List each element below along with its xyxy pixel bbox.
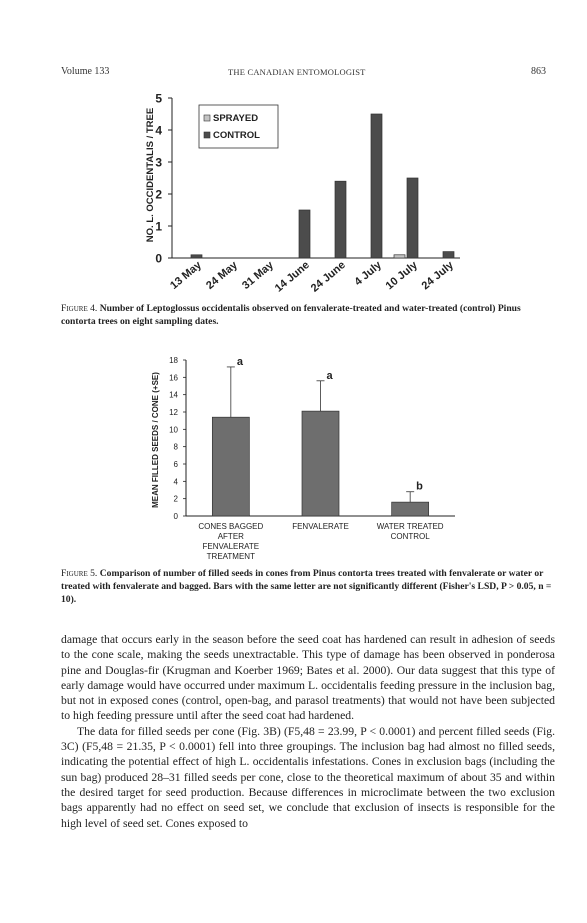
x-tick-label: FENVALERATE xyxy=(202,542,260,551)
paragraph: The data for filled seeds per cone (Fig. 3B) (F5,48 = 23.99, P < 0.0001) and percent filled seeds (Fig. 3C) (F5,48 = 21.35, P < 0.0001) fell into three groupings. The inclusion bag had almost no filled seeds, indicating the potential effect of high L. occidentalis infestations. Cones in exclusion bags (including the sun bag) produced 28–31 filled seeds per cone, close to the theoretical maximum of about 35 and within the desired target for seed production. Because differences in microclimate between the two exclusion bags apparently had no effect on seed set, we conclude that exclusion of insects is responsible for the high level of seed set. Cones exposed to xyxy=(61,724,555,830)
y-tick-label: 1 xyxy=(155,219,162,234)
y-tick-label: 4 xyxy=(173,477,178,487)
significance-letter: a xyxy=(326,369,333,382)
bar xyxy=(302,411,339,516)
body-text xyxy=(61,632,555,831)
significance-letter: b xyxy=(416,480,423,493)
x-tick-label: TREATMENT xyxy=(206,552,255,561)
figure-4-caption-text: Number of Leptoglossus occidentalis observed on fenvalerate-treated and water-treated (control) Pinus contorta trees on eight sampling dates. xyxy=(61,303,521,327)
x-tick-label: 13 May xyxy=(168,259,204,292)
y-tick-label: 4 xyxy=(155,123,162,138)
y-tick-label: 18 xyxy=(169,356,178,365)
y-tick-label: 0 xyxy=(173,512,178,521)
y-tick-label: 10 xyxy=(169,425,178,435)
header-volume: Volume 133 xyxy=(61,66,110,77)
figure-5-caption xyxy=(61,567,555,606)
header-journal: THE CANADIAN ENTOMOLOGIST xyxy=(228,67,366,77)
y-tick-label: 2 xyxy=(155,187,162,202)
y-tick-label: 6 xyxy=(173,460,178,469)
y-tick-label: 16 xyxy=(169,373,178,383)
y-tick-label: 0 xyxy=(155,251,162,266)
paragraph: damage that occurs early in the season before the seed coat has hardened can result in adhesion of seeds to the cone scale, making the seeds unextractable. This type of damage has been observed in ponderosa pine and Douglas-fir (Krugman and Koerber 1969; Bates et al. 2000). Our data suggest that this type of early damage would have occurred under maximum L. occidentalis feeding pressure in the inclusion bag, but not in exposed cones (control, open-bag, and parasol treatments) that would not have been subjected to high feeding pressure until after the seed coat had hardened. xyxy=(61,633,555,723)
x-tick-label: 24 May xyxy=(204,259,240,292)
significance-letter: a xyxy=(236,355,243,368)
legend-label-control: CONTROL xyxy=(213,130,260,141)
x-tick-label: CONES BAGGED xyxy=(198,522,264,531)
y-tick-label: 8 xyxy=(173,442,178,452)
header-page-number: 863 xyxy=(531,66,546,77)
y-tick-label: 3 xyxy=(155,155,162,170)
bar xyxy=(212,417,249,516)
y-tick-label: 2 xyxy=(173,494,178,504)
x-tick-label: 14 June xyxy=(272,259,312,295)
figure-5-caption-text: Comparison of number of filled seeds in cones from Pinus contorta trees treated with fenvalerate or water or treated with fenvalerate and bagged. Bars with the same letter are not significantly different (Fisher's LSD, P > 0.05, n = 10). xyxy=(61,568,552,605)
x-tick-label: 24 July xyxy=(419,259,456,293)
figure-5-label: Figure 5. xyxy=(61,568,98,579)
x-tick-label: 10 July xyxy=(383,259,420,293)
x-tick-label: 4 July xyxy=(352,259,384,289)
x-tick-label: 31 May xyxy=(240,259,276,292)
x-tick-label: FENVALERATE xyxy=(292,522,349,531)
y-tick-label: 14 xyxy=(169,390,178,400)
x-tick-label: 24 June xyxy=(308,259,348,295)
y-tick-label: 12 xyxy=(169,408,178,417)
y-axis-label: NO. L. OCCIDENTALIS / TREE xyxy=(145,107,156,243)
y-axis-label: MEAN FILLED SEEDS / CONE (+SE) xyxy=(151,372,160,508)
bar xyxy=(392,502,429,516)
figure-4-label: Figure 4. xyxy=(61,303,98,314)
y-tick-label: 5 xyxy=(155,91,162,106)
legend-label-sprayed: SPRAYED xyxy=(213,113,259,124)
x-tick-label: WATER TREATED xyxy=(376,522,444,531)
x-tick-label: CONTROL xyxy=(390,532,430,541)
x-tick-label: AFTER xyxy=(217,532,244,541)
